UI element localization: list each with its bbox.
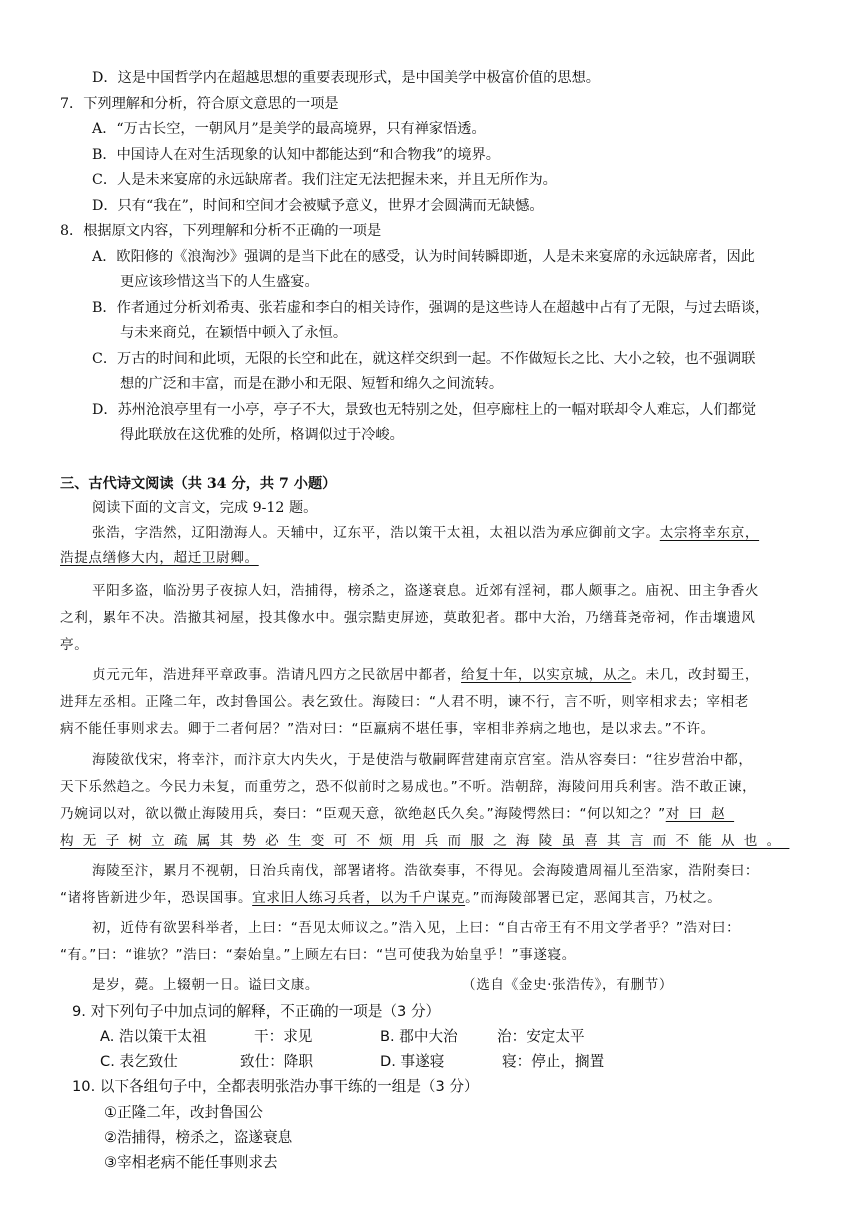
passage-text: 乃婉词以对，欲以微止海陵用兵，奏曰：“臣观天意，欲绝赵氏久矣。”海陵愕然曰：“何以知之？” xyxy=(60,806,666,822)
passage-line: 初，近侍有欲罢科举者，上曰：“吾见太师议之。”浩入见，上曰：“自古帝王有不用文学者乎？”浩对曰： xyxy=(92,920,741,936)
passage-line: 平阳多盗，临汾男子夜掠人妇，浩捕得，榜杀之，盗遂衰息。近郊有淫祠，郡人颇事之。庙祝、田主争香火 xyxy=(92,583,760,599)
q8-option-a-line2: 更应该珍惜这当下的人生盛宴。 xyxy=(120,274,319,290)
q9-option-b-gloss: 治：安定太平 xyxy=(497,1028,585,1045)
q7-option-a: A．“万古长空，一朝风月”是美学的最高境界，只有禅家悟透。 xyxy=(92,121,486,137)
q7-option-c: C．人是未来宴席的永远缺席者。我们注定无法把握未来，并且无所作为。 xyxy=(92,172,557,188)
passage-text: 张浩，字浩然，辽阳渤海人。天辅中，辽东平，浩以策干太祖，太祖以浩为承应御前文字。 xyxy=(92,525,660,541)
q7-stem: 7．下列理解和分析，符合原文意思的一项是 xyxy=(60,96,339,112)
q10-stem: 10. 以下各组句子中，全都表明张浩办事干练的一组是（3 分） xyxy=(72,1078,479,1095)
passage-source: （选自《金史·张浩传》，有删节） xyxy=(462,977,674,993)
unpunctuated-sentence: 对曰赵 xyxy=(665,806,735,822)
passage-line xyxy=(60,888,721,908)
underlined-sentence: 太宗将幸东京， xyxy=(659,525,760,541)
passage-line: 之利，累年不决。浩撤其祠屋，投其像水中。强宗黠吏屏迹，莫敢犯者。郡中大治，乃缮葺尧帝祠，作击壤遗风 xyxy=(60,610,756,626)
passage-line xyxy=(92,665,759,685)
q9-option-c: C. 表乞致仕 xyxy=(100,1053,178,1070)
passage-line: 海陵至汴，累月不视朝，日治兵南伐，部署诸将。浩欲奏事，不得见。会海陵遣周福儿至浩家，浩附奏曰： xyxy=(92,863,760,879)
passage-text: 。未几，改封蜀王， xyxy=(631,667,760,683)
q10-item-3: ③宰相老病不能任事则求去 xyxy=(104,1154,278,1171)
underlined-sentence: 给复十年，以实京城，从之 xyxy=(461,667,632,683)
passage-line xyxy=(92,523,759,543)
underlined-sentence: 宜求旧人练习兵者，以为千户谋克 xyxy=(252,890,466,906)
q9-option-d-gloss: 寝：停止，搁置 xyxy=(502,1053,605,1070)
q7-option-d: D．只有“我在”，时间和空间才会被赋予意义，世界才会圆满而无缺憾。 xyxy=(92,198,544,214)
q8-option-b-line1: B．作者通过分析刘希夷、张若虚和李白的相关诗作，强调的是这些诗人在超越中占有了无限，与过去晤谈， xyxy=(92,300,770,316)
q8-option-d-line2: 得此联放在这优雅的处所，格调似过于冷峻。 xyxy=(120,427,404,443)
passage-text: 。”而海陵部署已定，恶闻其言，乃杖之。 xyxy=(465,890,722,906)
passage-line: 进拜左丞相。正隆二年，改封鲁国公。表乞致仕。海陵曰：“人君不明，谏不行，言不听，则宰相求去；宰相老 xyxy=(60,694,749,710)
q9-stem: 9. 对下列句子中加点词的解释，不正确的一项是（3 分） xyxy=(72,1003,441,1020)
passage-line: 病不能任事则求去。卿于二者何居？”浩对曰：“臣羸病不堪任事，宰相非养病之地也，是以求去。”不许。 xyxy=(60,721,715,737)
passage-line: 海陵欲伐宋，将幸汴，而汴京大内失火，于是使浩与敬嗣晖营建南京宫室。浩从容奏曰：“往岁营治中都， xyxy=(92,752,753,768)
passage-text: “诸将皆新进少年，恐误国事。 xyxy=(60,890,253,906)
q9-option-a: A. 浩以策干太祖 xyxy=(100,1028,207,1045)
section-3-title: 三、古代诗文阅读（共 34 分，共 7 小题） xyxy=(60,476,337,492)
q9-option-b: B. 郡中大治 xyxy=(380,1028,458,1045)
q10-item-2: ②浩捕得，榜杀之，盗遂衰息 xyxy=(104,1129,293,1146)
passage-line: “有。”曰：“谁欤？”浩曰：“秦始皇。”上顾左右曰：“岂可使我为始皇乎！”事遂寝。 xyxy=(60,947,576,963)
q9-option-a-gloss: 干：求见 xyxy=(254,1028,313,1045)
section-3-intro: 阅读下面的文言文，完成 9-12 题。 xyxy=(92,500,318,516)
q9-option-c-gloss: 致仕：降职 xyxy=(240,1053,313,1070)
q6-option-d: D．这是中国哲学内在超越思想的重要表现形式，是中国美学中极富价值的思想。 xyxy=(92,70,600,86)
q8-option-c-line1: C．万古的时间和此顷，无限的长空和此在，就这样交织到一起。不作做短长之比、大小之较，也不强调联 xyxy=(92,351,756,367)
q8-option-c-line2: 想的广泛和丰富，而是在渺小和无限、短暂和绵久之间流转。 xyxy=(120,376,504,392)
unpunctuated-sentence: 构无子树立疏属其势必生变可不烦用兵而服之海陵虽喜其言而不能从也。 xyxy=(60,833,790,849)
q9-option-d: D. 事遂寝 xyxy=(380,1053,445,1070)
q8-option-b-line2: 与未来商兑，在颖悟中顿入了永恒。 xyxy=(120,325,348,341)
underlined-sentence: 浩提点缮修大内，超迁卫尉卿。 xyxy=(60,550,259,566)
q8-stem: 8．根据原文内容，下列理解和分析不正确的一项是 xyxy=(60,223,382,239)
passage-text: 贞元元年，浩进拜平章政事。浩请凡四方之民欲居中都者， xyxy=(92,667,462,683)
passage-line: 天下乐然趋之。今民力未复，而重劳之，恐不似前时之易成也。”不听。浩朝辞，海陵问用兵利害。浩不敢正谏， xyxy=(60,779,757,795)
q10-item-1: ①正隆二年，改封鲁国公 xyxy=(104,1104,264,1121)
passage-line: 亭。 xyxy=(60,637,89,653)
passage-line xyxy=(60,804,734,824)
q7-option-b: B．中国诗人在对生活现象的认知中都能达到“和合物我”的境界。 xyxy=(92,147,500,163)
q8-option-d-line1: D．苏州沧浪亭里有一小亭，亭子不大，景致也无特别之处，但亭廊柱上的一幅对联却令人难忘，人们都觉 xyxy=(92,402,757,418)
q8-option-a-line1: A．欧阳修的《浪淘沙》强调的是当下此在的感受，认为时间转瞬即逝，人是未来宴席的永远缺席者，因此 xyxy=(92,249,755,265)
passage-line: 是岁，薨。上辍朝一日。谥曰文康。 xyxy=(92,977,320,993)
